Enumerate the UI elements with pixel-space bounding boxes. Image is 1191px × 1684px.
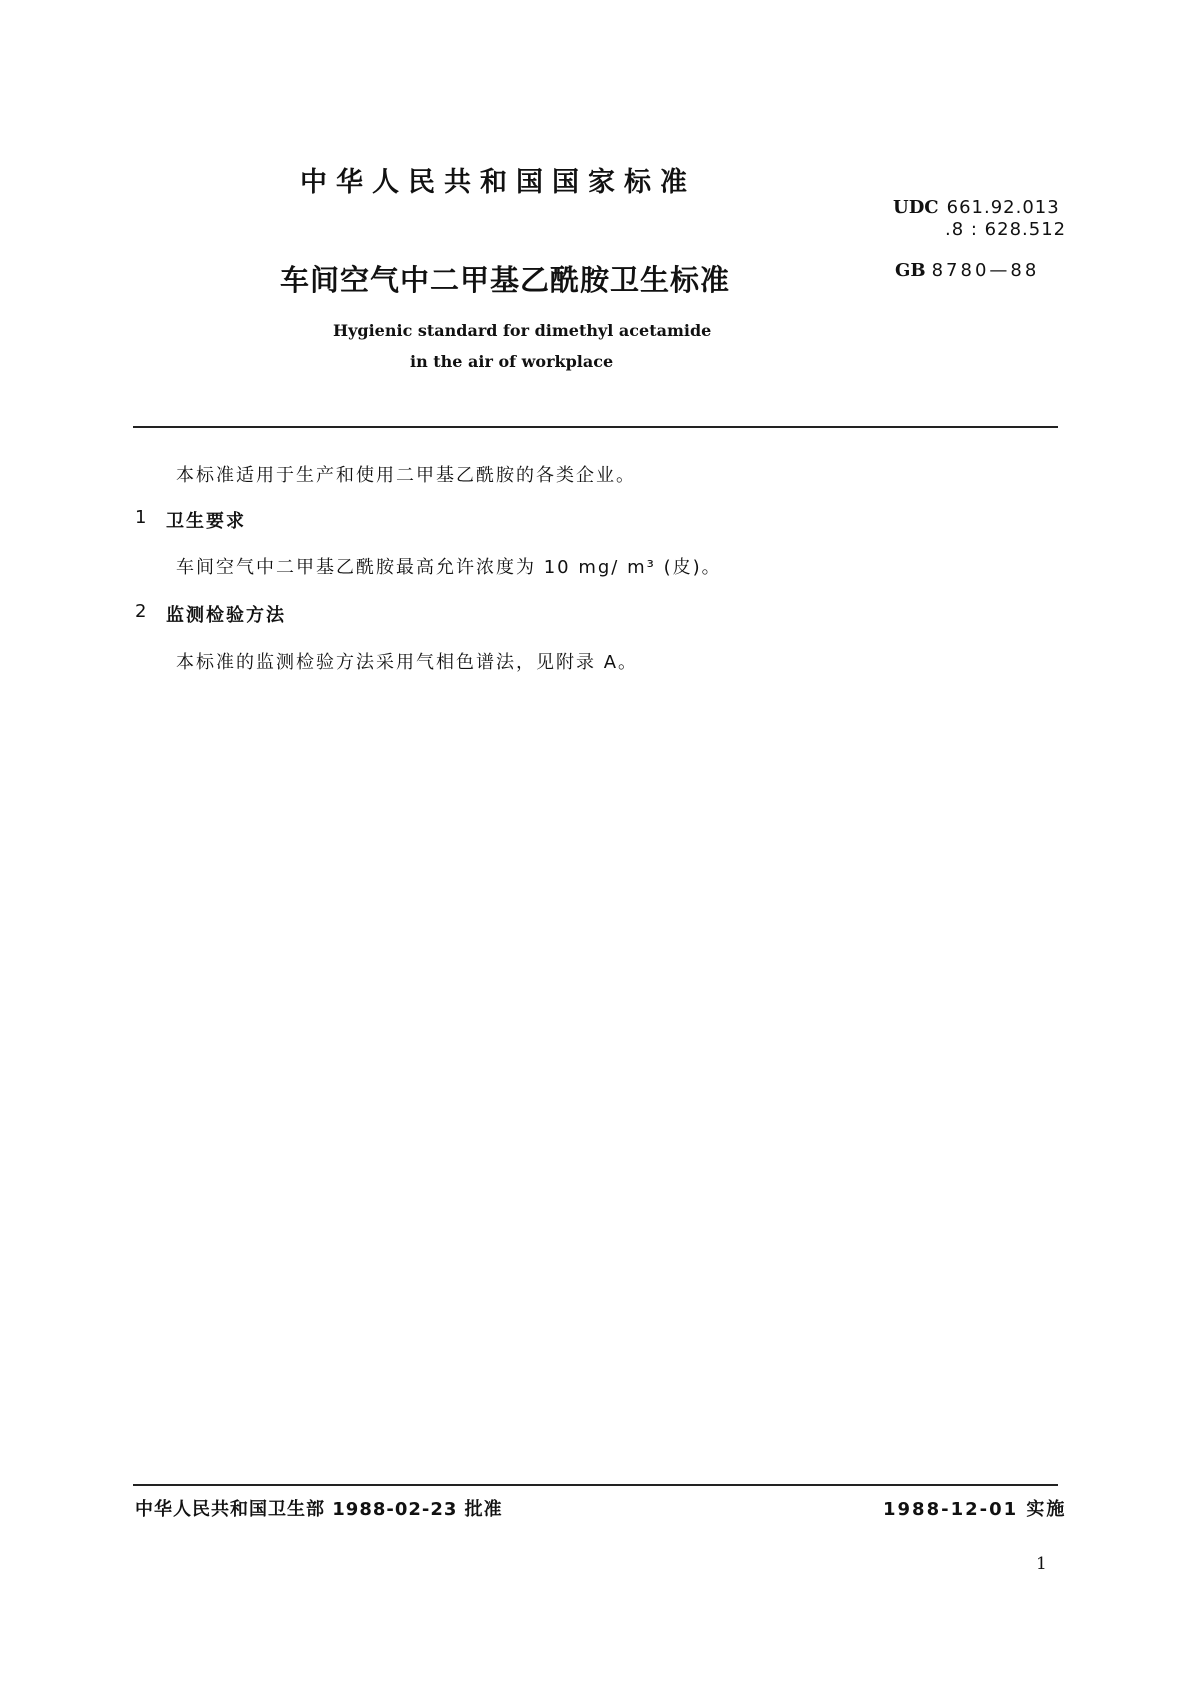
section-2-text: 本标准的监测检验方法采用气相色谱法，见附录 A。 <box>176 652 639 673</box>
gb-standard-number <box>895 260 1039 281</box>
approval-statement: 中华人民共和国卫生部 1988-02-23 批准 <box>135 1499 503 1520</box>
header-divider <box>133 426 1058 428</box>
section-1-number: 1 <box>135 507 147 528</box>
gb-label: GB <box>895 260 926 281</box>
implementation-date: 1988-12-01 实施 <box>883 1499 1067 1520</box>
document-title-english-line2: in the air of workplace <box>410 352 614 371</box>
page-number: 1 <box>1036 1554 1047 1574</box>
national-standard-heading: 中华人民共和国国家标准 <box>300 167 696 198</box>
section-2-number: 2 <box>135 601 147 622</box>
udc-code-continued: .8 : 628.512 <box>945 219 1067 240</box>
scope-paragraph: 本标准适用于生产和使用二甲基乙酰胺的各类企业。 <box>176 465 636 486</box>
udc-number: 661.92.013 <box>946 197 1060 218</box>
gb-number: 8780—88 <box>931 260 1040 281</box>
udc-code <box>893 197 1060 218</box>
document-title-english-line1: Hygienic standard for dimethyl acetamide <box>333 321 712 340</box>
section-1-title: 卫生要求 <box>166 511 246 532</box>
footer-divider <box>133 1484 1058 1486</box>
section-1-text: 车间空气中二甲基乙酰胺最高允许浓度为 10 mg/ m³ (皮)。 <box>176 557 722 578</box>
section-2-title: 监测检验方法 <box>166 605 286 626</box>
udc-label: UDC <box>893 197 939 218</box>
document-title-chinese: 车间空气中二甲基乙酰胺卫生标准 <box>280 263 731 297</box>
